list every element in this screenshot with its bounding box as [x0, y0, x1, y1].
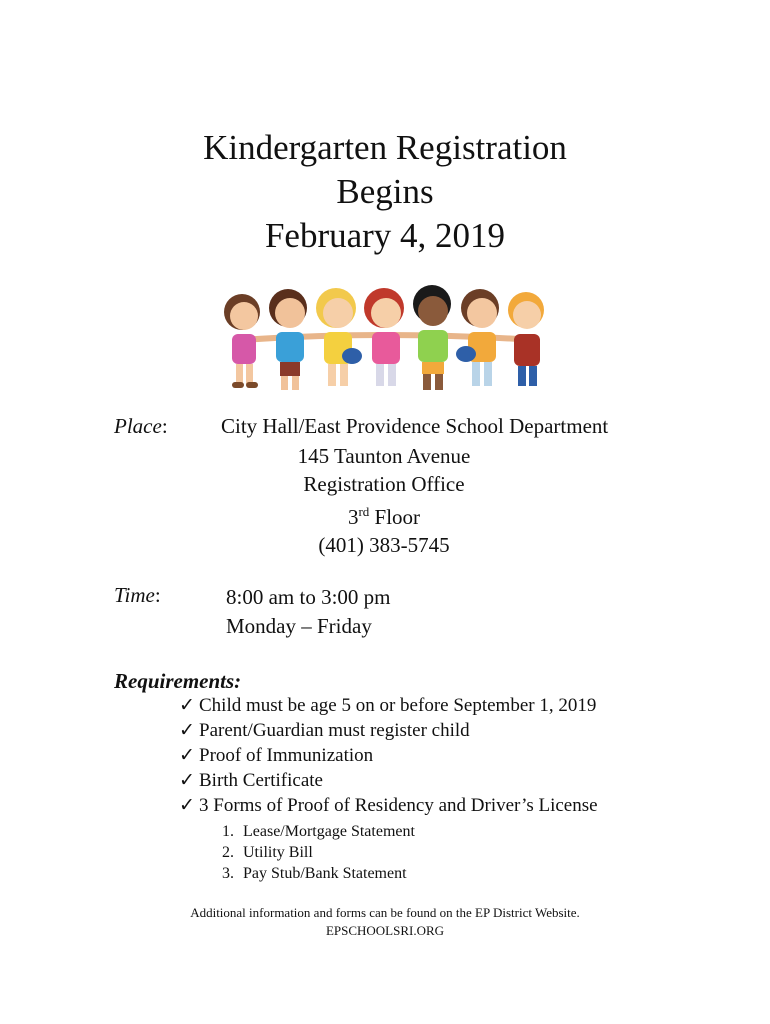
requirements-list: [179, 693, 598, 818]
sub-item-text: Pay Stub/Bank Statement: [243, 865, 407, 882]
time-label-text: Time: [114, 583, 155, 607]
place-label-text: Place: [114, 414, 162, 438]
kids-holding-hands-icon: [214, 282, 556, 400]
title-line-1: Kindergarten Registration: [203, 128, 567, 167]
sub-item-number: 3.: [222, 865, 234, 882]
sub-item-text: Utility Bill: [243, 844, 313, 861]
list-item: [222, 842, 415, 863]
time-line-1: 8:00 am to 3:00 pm: [226, 585, 391, 609]
requirement-text: Child must be age 5 on or before September 1, 2019: [199, 695, 597, 716]
place-line-2: 145 Taunton Avenue: [297, 444, 471, 468]
requirement-text: Parent/Guardian must register child: [199, 720, 470, 741]
title-line-3: February 4, 2019: [264, 216, 506, 255]
list-item: [179, 793, 598, 818]
place-line-1: City Hall/East Providence School Department: [221, 414, 609, 438]
time-block: [226, 583, 391, 641]
sub-item-number: 1.: [222, 823, 234, 840]
title-line-2: Begins: [336, 172, 434, 211]
requirement-text: 3 Forms of Proof of Residency and Driver’s License: [199, 795, 598, 816]
requirement-text: Proof of Immunization: [199, 745, 374, 766]
sub-requirements-list: [222, 821, 415, 884]
footer-website: EPSCHOOLSRI.ORG: [325, 923, 445, 938]
list-item: [179, 743, 598, 768]
floor-superscript: rd: [358, 504, 370, 519]
list-item: [179, 693, 598, 718]
list-item: [222, 863, 415, 884]
place-address-block: [228, 442, 540, 559]
footer: [0, 904, 770, 940]
floor-number: 3: [347, 505, 359, 529]
requirements-heading: Requirements:: [114, 669, 242, 693]
time-label: [114, 583, 161, 608]
sub-item-number: 2.: [222, 844, 234, 861]
place-phone: (401) 383-5745: [318, 533, 450, 557]
sub-item-text: Lease/Mortgage Statement: [243, 823, 415, 840]
footer-line-1: Additional information and forms can be found on the EP District Website.: [190, 905, 580, 920]
list-item: [179, 718, 598, 743]
place-floor: [228, 498, 540, 531]
time-line-2: Monday – Friday: [226, 614, 372, 638]
list-item: [222, 821, 415, 842]
time-label-colon: :: [154, 583, 161, 607]
checkmark-icon: ✓: [179, 745, 195, 766]
list-item: [179, 768, 598, 793]
requirement-text: Birth Certificate: [199, 770, 323, 791]
place-line-3: Registration Office: [303, 472, 465, 496]
checkmark-icon: ✓: [179, 795, 195, 816]
checkmark-icon: ✓: [179, 720, 195, 741]
checkmark-icon: ✓: [179, 770, 195, 791]
place-label: [114, 414, 168, 439]
page-title: [0, 126, 770, 258]
checkmark-icon: ✓: [179, 695, 195, 716]
floor-word: Floor: [369, 505, 421, 529]
place-label-colon: :: [161, 414, 168, 438]
